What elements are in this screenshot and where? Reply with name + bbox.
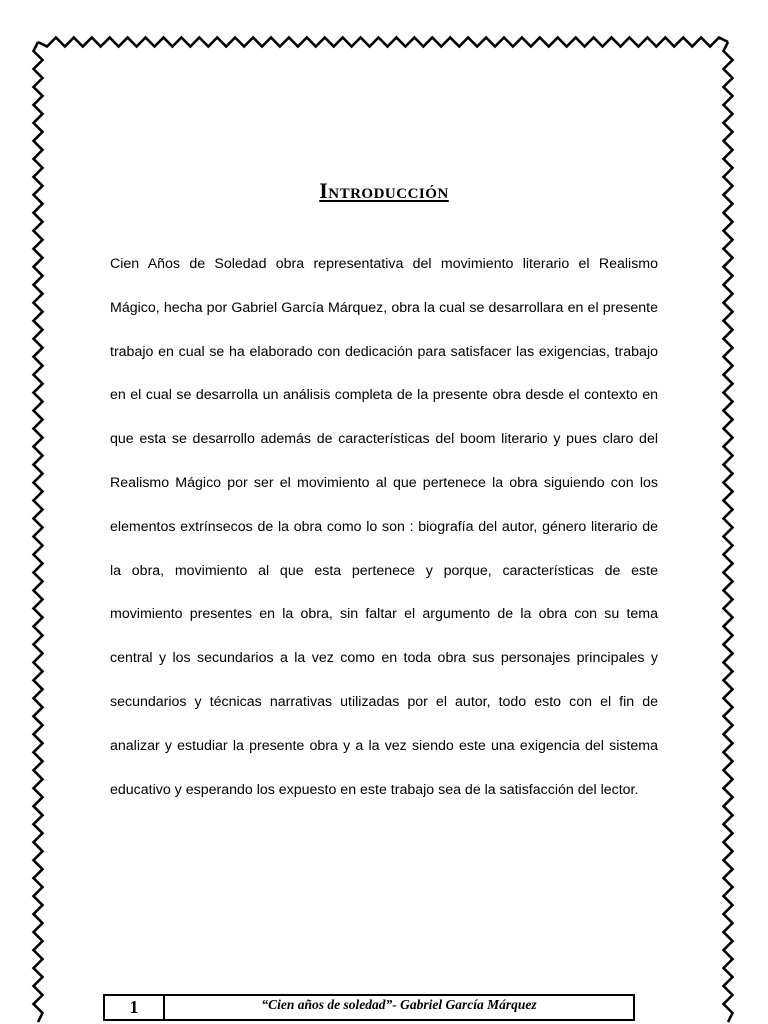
- page-title: Introducción: [319, 178, 449, 203]
- introduction-paragraph: Cien Años de Soledad obra representativa del movimiento literario el Realismo Mágico, hecha por Gabriel García Márquez, obra la cual se desarrollara en el presente trabajo en cual se ha elaborado con dedicación para satisfacer las exigencias, trabajo en el cual se desarrolla un análisis completa de la presente obra desde el contexto en que esta se desarrollo además de características del boom literario y pues claro del Realismo Mágico por ser el movimiento al que pertenece la obra siguiendo con los elementos extrínsecos de la obra como lo son : biografía del autor, género literario de la obra, movimiento al que esta pertenece y porque, características de este movimiento presentes en la obra, sin faltar el argumento de la obra con su tema central y los secundarios a la vez como en toda obra sus personajes principales y secundarios y técnicas narrativas utilizadas por el autor, todo esto con el fin de analizar y estudiar la presente obra y a la vez siendo este una exigencia del sistema educativo y esperando los expuesto en este trabajo sea de la satisfacción del lector.: [110, 256, 658, 798]
- page-number: 1: [105, 996, 165, 1019]
- footer-running-title: “Cien años de soledad”- Gabriel García Márquez: [261, 997, 537, 1012]
- page-footer: [103, 994, 635, 1021]
- border-top-zigzag: [38, 38, 728, 47]
